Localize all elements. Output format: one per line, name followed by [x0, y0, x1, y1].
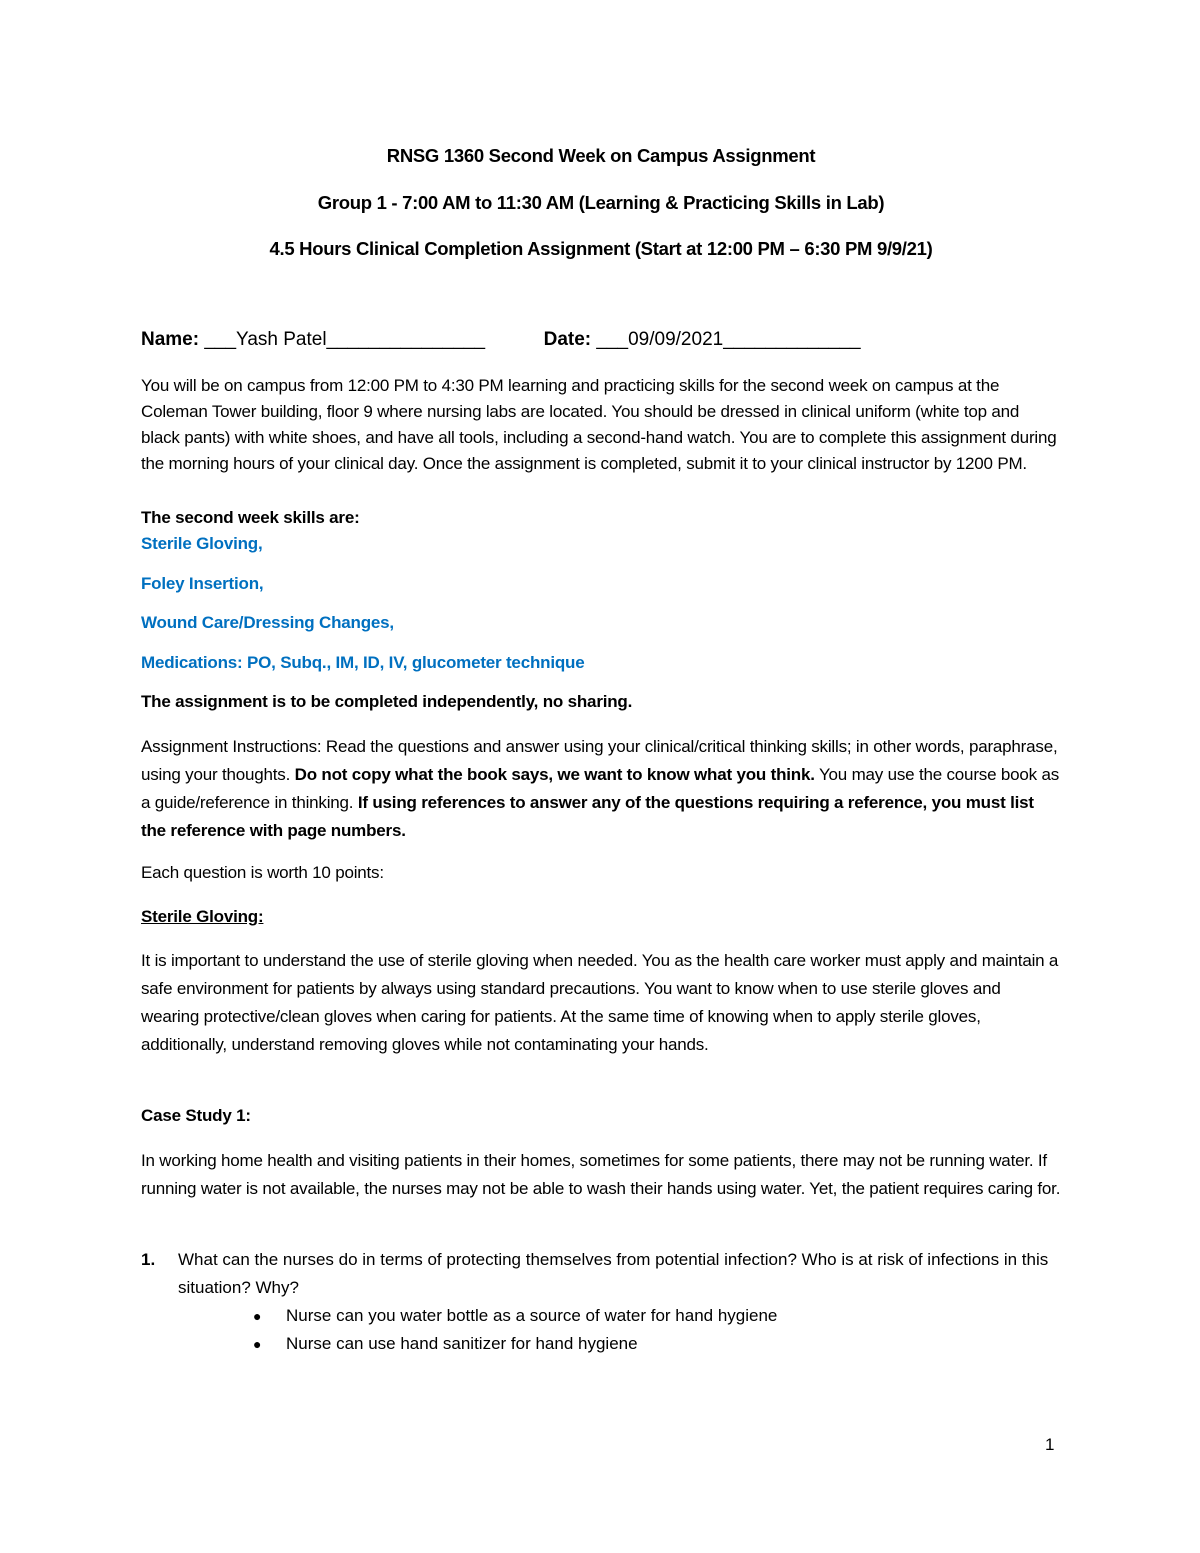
answer-text: Nurse can you water bottle as a source of water for hand hygiene — [286, 1306, 778, 1325]
section-heading: Sterile Gloving: — [141, 907, 264, 926]
page-number: 1 — [1045, 1435, 1055, 1454]
instructions-bold: Do not copy what the book says, we want to know what you think. — [294, 765, 815, 784]
skill-item: Sterile Gloving, — [141, 534, 263, 553]
answer-bullet — [253, 1302, 777, 1330]
answer-bullet — [253, 1330, 638, 1358]
bullet-icon: ● — [253, 1308, 262, 1324]
question-text: What can the nurses do in terms of protecting themselves from potential infection? Who is at risk of infections in this situation? Why? — [178, 1250, 1049, 1297]
intro-paragraph: You will be on campus from 12:00 PM to 4:30 PM learning and practicing skills for the second week on campus at the Coleman Tower building, floor 9 where nursing labs are located. You should be dressed in clinical uniform (white top and black pants) with white shoes, and have all tools, including a second-hand watch. You are to complete this assignment during the morning hours of your clinical day. Once the assignment is completed, submit it to your clinical instructor by 1200 PM. — [141, 376, 1057, 473]
points-note: Each question is worth 10 points: — [141, 863, 384, 882]
hours-subtitle: 4.5 Hours Clinical Completion Assignment (Start at 12:00 PM – 6:30 PM 9/9/21) — [269, 238, 933, 259]
name-date-row — [141, 329, 861, 351]
answer-text: Nurse can use hand sanitizer for hand hygiene — [286, 1334, 638, 1353]
bullet-icon: ● — [253, 1336, 262, 1352]
question-number: 1. — [141, 1250, 156, 1269]
section-paragraph: It is important to understand the use of sterile gloving when needed. You as the health care worker must apply and maintain a safe environment for patients by always using standard precautions. You want to know when to use sterile gloves and wearing protective/clean gloves when caring for patients. At the same time of knowing when to apply sterile gloves, additionally, understand removing gloves while not contaminating your hands. — [141, 951, 1059, 1054]
skill-item: Wound Care/Dressing Changes, — [141, 613, 394, 632]
name-field[interactable]: ___Yash Patel_______________ — [204, 329, 486, 350]
skills-heading: The second week skills are: — [141, 508, 360, 527]
skill-item: Foley Insertion, — [141, 574, 264, 593]
case-paragraph: In working home health and visiting patients in their homes, sometimes for some patients, there may not be running water. If running water is not available, the nurses may not be able to wash their hands using water. Yet, the patient requires caring for. — [141, 1151, 1061, 1198]
independent-note: The assignment is to be completed independently, no sharing. — [141, 692, 633, 711]
date-label: Date: — [543, 329, 592, 350]
instructions-text: Assignment Instructions: Read the questions and answer using your clinical/critical thinking skills; in other words, paraphrase, using your thoughts. — [141, 737, 1058, 784]
instructions-bold: If using references to answer any of the questions requiring a reference, you must list the reference with page numbers. — [141, 793, 1034, 840]
document-title: RNSG 1360 Second Week on Campus Assignment — [386, 145, 816, 166]
question-1 — [107, 1246, 1061, 1302]
group-subtitle: Group 1 - 7:00 AM to 11:30 AM (Learning & Practicing Skills in Lab) — [317, 192, 885, 213]
instructions-paragraph — [141, 733, 1061, 845]
skill-item: Medications: PO, Subq., IM, ID, IV, glucometer technique — [141, 653, 585, 672]
case-heading: Case Study 1: — [141, 1106, 251, 1125]
instructions-text: You may use the course book as a guide/reference in thinking. — [141, 765, 1059, 812]
name-label: Name: — [141, 329, 200, 350]
date-field[interactable]: ___09/09/2021_____________ — [596, 329, 861, 350]
